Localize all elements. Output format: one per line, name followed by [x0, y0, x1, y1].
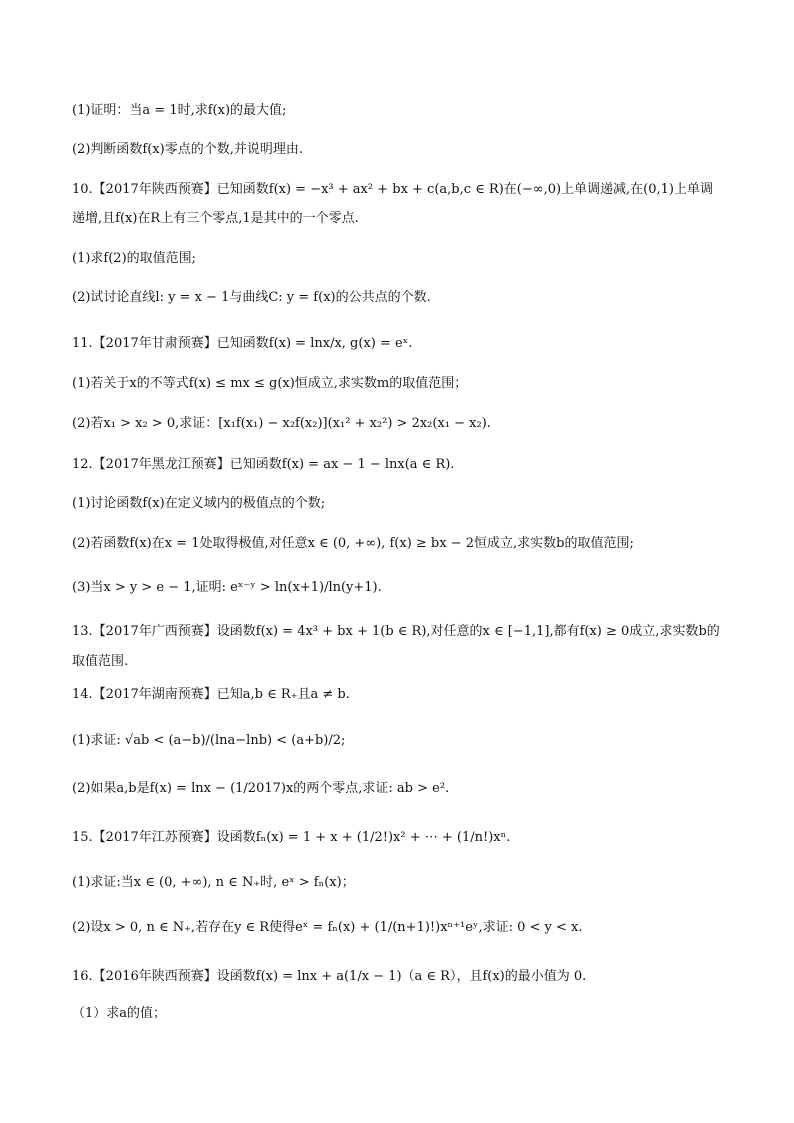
text-line: (1)证明：当a = 1时,求f(x)的最大值;: [72, 103, 287, 118]
text-line: 取值范围.: [72, 654, 129, 669]
problem-12-stem: 12.【2017年黑龙江预赛】已知函数f(x) = ax − 1 − lnx(a ∈ R).: [72, 457, 455, 472]
text-line: (2)若x₁ > x₂ > 0,求证：[x₁f(x₁) − x₂f(x₂)](x₁² + x₂²) > 2x₂(x₁ − x₂).: [72, 416, 491, 431]
text-line: (2)判断函数f(x)零点的个数,并说明理由.: [72, 142, 303, 157]
problem-16-stem: 16.【2016年陕西预赛】设函数f(x) = lnx + a(1/x − 1)（a ∈ R），且f(x)的最小值为 0.: [72, 969, 587, 984]
problem-15-stem: 15.【2017年江苏预赛】设函数fₙ(x) = 1 + x + (1/2!)x² + ⋯ + (1/n!)xⁿ.: [72, 830, 511, 845]
text-line: (1)求f(2)的取值范围;: [72, 251, 197, 266]
text-line: (1)讨论函数f(x)在定义域内的极值点的个数;: [72, 496, 326, 511]
text-line: (1)求证:当x ∈ (0, +∞), n ∈ N₊时, eˣ > fₙ(x)；: [72, 875, 355, 890]
text-line: (2)如果a,b是f(x) = lnx − (1/2017)x的两个零点,求证: ab > e².: [72, 781, 450, 796]
problem-13-stem: 13.【2017年广西预赛】设函数f(x) = 4x³ + bx + 1(b ∈ R),对任意的x ∈ [−1,1],都有f(x) ≥ 0成立,求实数b的: [72, 624, 720, 639]
text-line: (1)求证: √ab < (a−b)/(lna−lnb) < (a+b)/2;: [72, 733, 346, 748]
text-line: (2)设x > 0, n ∈ N₊,若存在y ∈ R使得eˣ = fₙ(x) + (1/(n+1)!)xⁿ⁺¹eʸ,求证: 0 < y < x.: [72, 920, 583, 935]
problem-10-stem: 10.【2017年陕西预赛】已知函数f(x) = −x³ + ax² + bx + c(a,b,c ∈ R)在(−∞,0)上单调递减,在(0,1)上单调: [72, 182, 713, 197]
problem-11-stem: 11.【2017年甘肃预赛】已知函数f(x) = lnx/x, g(x) = eˣ.: [72, 336, 413, 351]
text-line: （1）求a的值；: [72, 1006, 167, 1021]
text-line: (3)当x > y > e − 1,证明: eˣ⁻ʸ > ln(x+1)/ln(y+1).: [72, 580, 382, 595]
text-line: (1)若关于x的不等式f(x) ≤ mx ≤ g(x)恒成立,求实数m的取值范围；: [72, 376, 468, 391]
problem-14-stem: 14.【2017年湖南预赛】已知a,b ∈ R₊且a ≠ b.: [72, 687, 350, 702]
text-line: (2)试讨论直线l: y = x − 1与曲线C: y = f(x)的公共点的个数.: [72, 290, 431, 305]
text-line: 递增,且f(x)在R上有三个零点,1是其中的一个零点.: [72, 211, 359, 226]
text-line: (2)若函数f(x)在x = 1处取得极值,对任意x ∈ (0, +∞), f(x) ≥ bx − 2恒成立,求实数b的取值范围;: [72, 536, 634, 551]
